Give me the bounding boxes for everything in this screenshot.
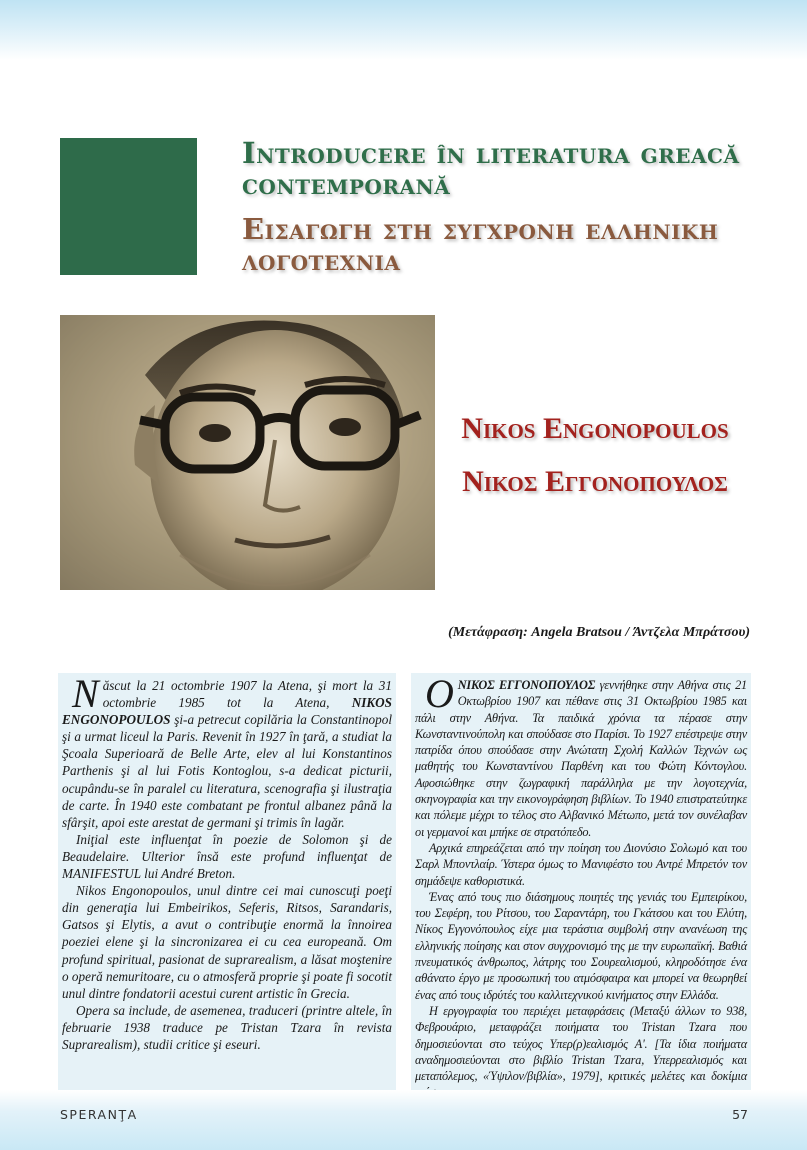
section-title-romanian: Introducere în literatura greacă contemporană <box>242 136 740 201</box>
paragraph: Nikos Engonopoulos, unul dintre cei mai cunoscuţi poeţi din generaţia lui Embeirikos, Seferis, Ritsos, Sarandaris, Gatsos şi Elytis, a avut o contribuţie enormă la înnoirea poeziei elene şi la sincronizarea ei cu cea europeană. Om profund spiritual, pasionat de suprarealism, a lăsat moştenire o operă nemuritoare, cu o atmosferă proprie şi poate fi socotit unul dintre fondatorii acestui curent artistic în Grecia. <box>62 883 392 1001</box>
paragraph-text: şi-a petrecut copilăria la Constantinopol şi a urmat liceul la Paris. Revenit în 1927 în ţară, a studiat la Şcoala Superioară de Belle Arte, elev al lui Konstantinos Parthenis şi al lui Fotis Kontoglou, s-a dedicat picturii, ocupându-se în paralel cu literatura, scenografia şi ilustraţia de carte. În 1940 este combatant pe frontul albanez până la sfârşit, apoi este arestat de germani şi trimis în lagăr. <box>62 712 392 830</box>
author-portrait <box>60 315 435 590</box>
paragraph <box>415 673 747 840</box>
magazine-name: SPERANŢA <box>60 1107 138 1122</box>
article-column-romanian <box>58 673 396 1093</box>
paragraph: Iniţial este influenţat în poezie de Solomon şi de Beaudelaire. Ulterior însă este profund influenţat de MANIFESTUL lui André Breton. <box>62 831 392 882</box>
paragraph: Η εργογραφία του περιέχει μεταφράσεις (Μεταξύ άλλων το 938, Φεβρουάριο, μεταφράζει ποιήματα του Tristan Tzara που δημοσιεύονται στο τεύχος Υπερ(ρ)εαλισμός Α'. [Τα ίδια ποιήματα αναδημοσιεύονται στο βιβλίο Tristan Tzara, Υπερρεαλισμός και μεταπόλεμος, «Ύψιλον/βιβλία», 1979], κριτικές μελέτες και δοκίμια <box>415 1003 747 1084</box>
drop-cap: Ο <box>425 673 454 716</box>
author-name-greek: Νικος Εγγονοπουλος <box>462 465 728 498</box>
paragraph: Opera sa include, de asemenea, traduceri (printre altele, în februarie 1938 traduce pe Tristan Tzara în revista Suprarealism), studii critice şi eseuri. <box>62 1002 392 1052</box>
author-name-inline: ΝΙΚΟΣ ΕΓΓΟΝΟΠΟΥΛΟΣ <box>457 678 596 692</box>
page-number: 57 <box>732 1107 748 1122</box>
section-accent-square <box>60 138 197 275</box>
article-column-greek <box>411 673 751 1093</box>
section-title-greek: Εισαγωγη στη συγχρονη ελληνικη λογοτεχνια <box>242 212 719 277</box>
portrait-illustration <box>60 315 435 590</box>
paragraph-text: γεννήθηκε στην Αθήνα στις 21 Οκτωβρίου 1907 και πέθανε στις 31 Οκτωβρίου 1985 και πάλι στην Αθήνα. Τα παιδικά χρόνια τα πέρασε στην Κωνσταντινούπολη και σπούδασε στο Παρίσι. Το 1927 επέστρεψε στην πατρίδα όπου σπούδασε στην Ανώτατη Σχολή Καλλών Τεχνών ως μαθητής του Κωνσταντίνου Παρθένη και του Φώτη Κόντογλου. Αφοσιώθηκε στην ζωγραφική παράλληλα με την λογοτεχνία, σκηνογραφία και την εικονογράφηση βιβλίων. Το 1940 επιστρατεύτηκε και πόλεμε μέχρι το τέλος στο Αλβανικό Μέτωπο, μετά τον συνέλαβαν οι γερμανοί και μπήκε σε στρατόπεδο. <box>415 678 747 839</box>
paragraph-text: ăscut la 21 octombrie 1907 la Atena, şi mort la 31 octombrie 1985 tot la Atena, <box>102 678 392 711</box>
translator-credit: (Μετάφραση: Angela Bratsou / Άντζελα Μπράτσου) <box>448 625 750 640</box>
paragraph: Αρχικά επηρεάζεται από την ποίηση του Διονύσιο Σολωμό και του Σαρλ Μποντλαίρ. Ύστερα όμως το Μανιφέστο του Αντρέ Μπρετόν τον σημάδεψε καθοριστικά. <box>415 840 747 888</box>
drop-cap: N <box>72 673 99 716</box>
paragraph: Ένας από τους πιο διάσημους ποιητές της γενιάς του Εμπειρίκου, του Σεφέρη, του Ρίτσου, του Σαραντάρη, του Γκάτσου και του Ελύτη, Νίκος Εγγονόπουλος είχε μια τεράστια συμβολή στην ανανέωση της ελληνικής ποίησης και στον συγχρονισμό της με την ευρωπαϊκή. Βαθιά πνευματικός άνθρωπος, λάτρης του Σουρεαλισμού, κληροδότησε ένα αθάνατο έργο με προσωπική του ατμόσφαιρα και μπορεί να θεωρηθεί ένας από τους ιδρύτές του καλλιτεχνικού κινήματος στην Ελλάδα. <box>415 889 747 1002</box>
paragraph <box>62 673 392 831</box>
author-name-romanian: Nikos Engonopoulos <box>461 412 729 445</box>
top-gradient-band <box>0 0 807 60</box>
author-name-inline: NIKOS ENGONOPOULOS <box>62 695 392 728</box>
